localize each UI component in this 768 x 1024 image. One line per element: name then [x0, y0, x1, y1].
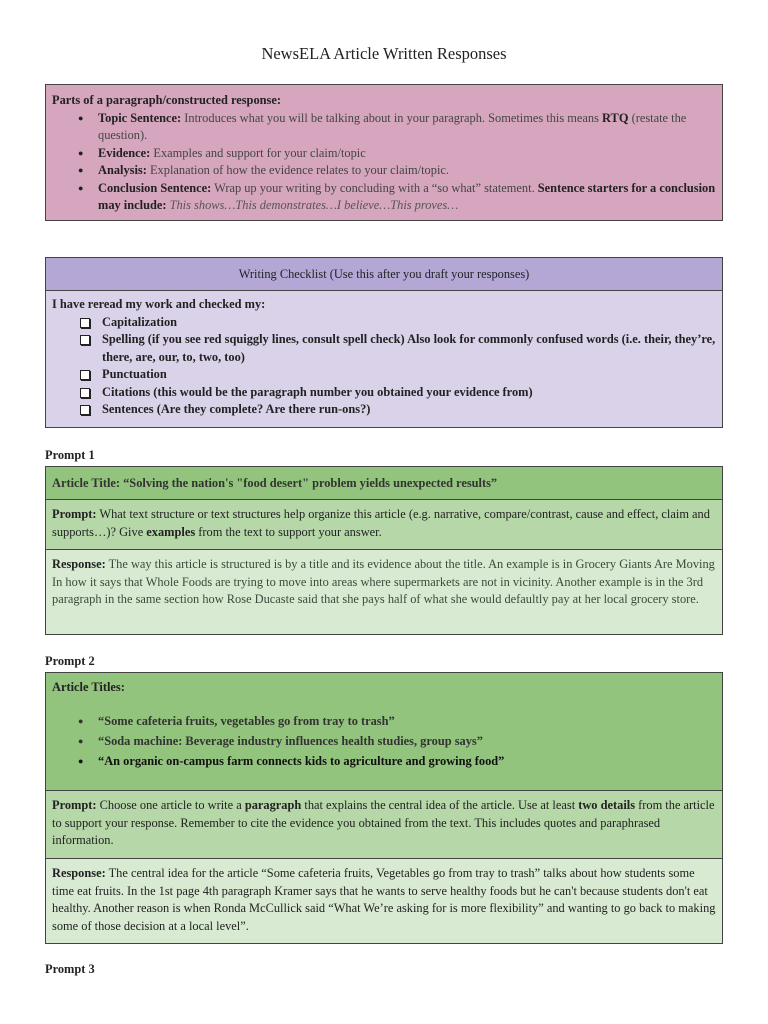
checkbox-icon[interactable] [80, 370, 90, 380]
checkbox-icon[interactable] [80, 318, 90, 328]
checkbox-icon[interactable] [80, 388, 90, 398]
checklist-item: Capitalization [102, 314, 716, 332]
prompt-text: Prompt: What text structure or text structures help organize this article (e.g. narrative, compare/contrast, cause and effect, claim and supports…)? Give examples from the text to support your answer. [46, 500, 722, 550]
paragraph-parts-box [45, 84, 723, 221]
checkbox-icon[interactable] [80, 405, 90, 415]
checklist-items [52, 314, 716, 419]
writing-checklist [45, 257, 723, 428]
list-item: ● “An organic on-campus farm connects kids to agriculture and growing food” [98, 753, 716, 771]
list-item: ● Topic Sentence: Introduces what you will be talking about in your paragraph. Sometimes this means RTQ (restate the question). [98, 110, 716, 145]
document-title: NewsELA Article Written Responses [261, 44, 507, 63]
checklist-intro: I have reread my work and checked my: [52, 297, 266, 311]
prompt-1-label: Prompt 1 [45, 448, 95, 462]
article-titles-list [52, 713, 716, 771]
checklist-item: Sentences (Are they complete? Are there run-ons?) [102, 401, 716, 419]
list-item: ● “Soda machine: Beverage industry influences health studies, group says” [98, 733, 716, 751]
paragraph-parts-heading: Parts of a paragraph/constructed response: [52, 93, 281, 107]
checklist-item: Spelling (if you see red squiggly lines, consult spell check) Also look for commonly confused words (i.e. their, they’re, there, are, our, to, two, too) [102, 331, 716, 366]
paragraph-parts-list [52, 110, 716, 215]
checkbox-icon[interactable] [80, 335, 90, 345]
checklist-body [46, 291, 722, 427]
article-title: Article Title: “Solving the nation's "food desert" problem yields unexpected results” [46, 467, 722, 500]
list-item: ● Evidence: Examples and support for your claim/topic [98, 145, 716, 163]
checklist-header: Writing Checklist (Use this after you draft your responses) [46, 258, 722, 291]
prompt-3-label: Prompt 3 [45, 962, 95, 976]
checklist-item: Punctuation [102, 366, 716, 384]
list-item: ● Analysis: Explanation of how the evidence relates to your claim/topic. [98, 162, 716, 180]
prompt-1-table [45, 466, 723, 635]
prompt-2-table [45, 672, 723, 944]
article-titles-heading: Article Titles: [52, 680, 125, 694]
prompt-text: Prompt: Choose one article to write a paragraph that explains the central idea of the article. Use at least two details from the article to support your response. Remember to cite the evidence you obtained from the text. This includes quotes and paraphrased information. [46, 791, 722, 859]
article-titles [46, 673, 722, 791]
response-text[interactable]: Response: The way this article is structured is by a title and its evidence about the title. An example is in Grocery Giants Are Moving In how it says that Whole Foods are trying to move into areas where supermarkets are not in vicinity. Another example is in the 3rd paragraph in the same section how Rose Ducaste said that she pays half of what she would defaultly pay at her local grocery store. [46, 550, 722, 634]
list-item: ● Conclusion Sentence: Wrap up your writing by concluding with a “so what” statement. Sentence starters for a conclusion may include: This shows…This demonstrates…I believe…This proves… [98, 180, 716, 215]
prompt-2-label: Prompt 2 [45, 654, 95, 668]
checklist-item: Citations (this would be the paragraph number you obtained your evidence from) [102, 384, 716, 402]
response-text[interactable]: Response: The central idea for the article “Some cafeteria fruits, Vegetables go from tray to trash” talks about how students some time eat fruits. In the 1st page 4th paragraph Kramer says that he wants to serve healthy foods but he can't because students don't eat healthy. Another reason is when Ronda McCullick said “What We’re asking for is more flexibility” and wanting to go back to making some of those decision at a local level”. [46, 859, 722, 943]
list-item: ● “Some cafeteria fruits, vegetables go from tray to trash” [98, 713, 716, 731]
